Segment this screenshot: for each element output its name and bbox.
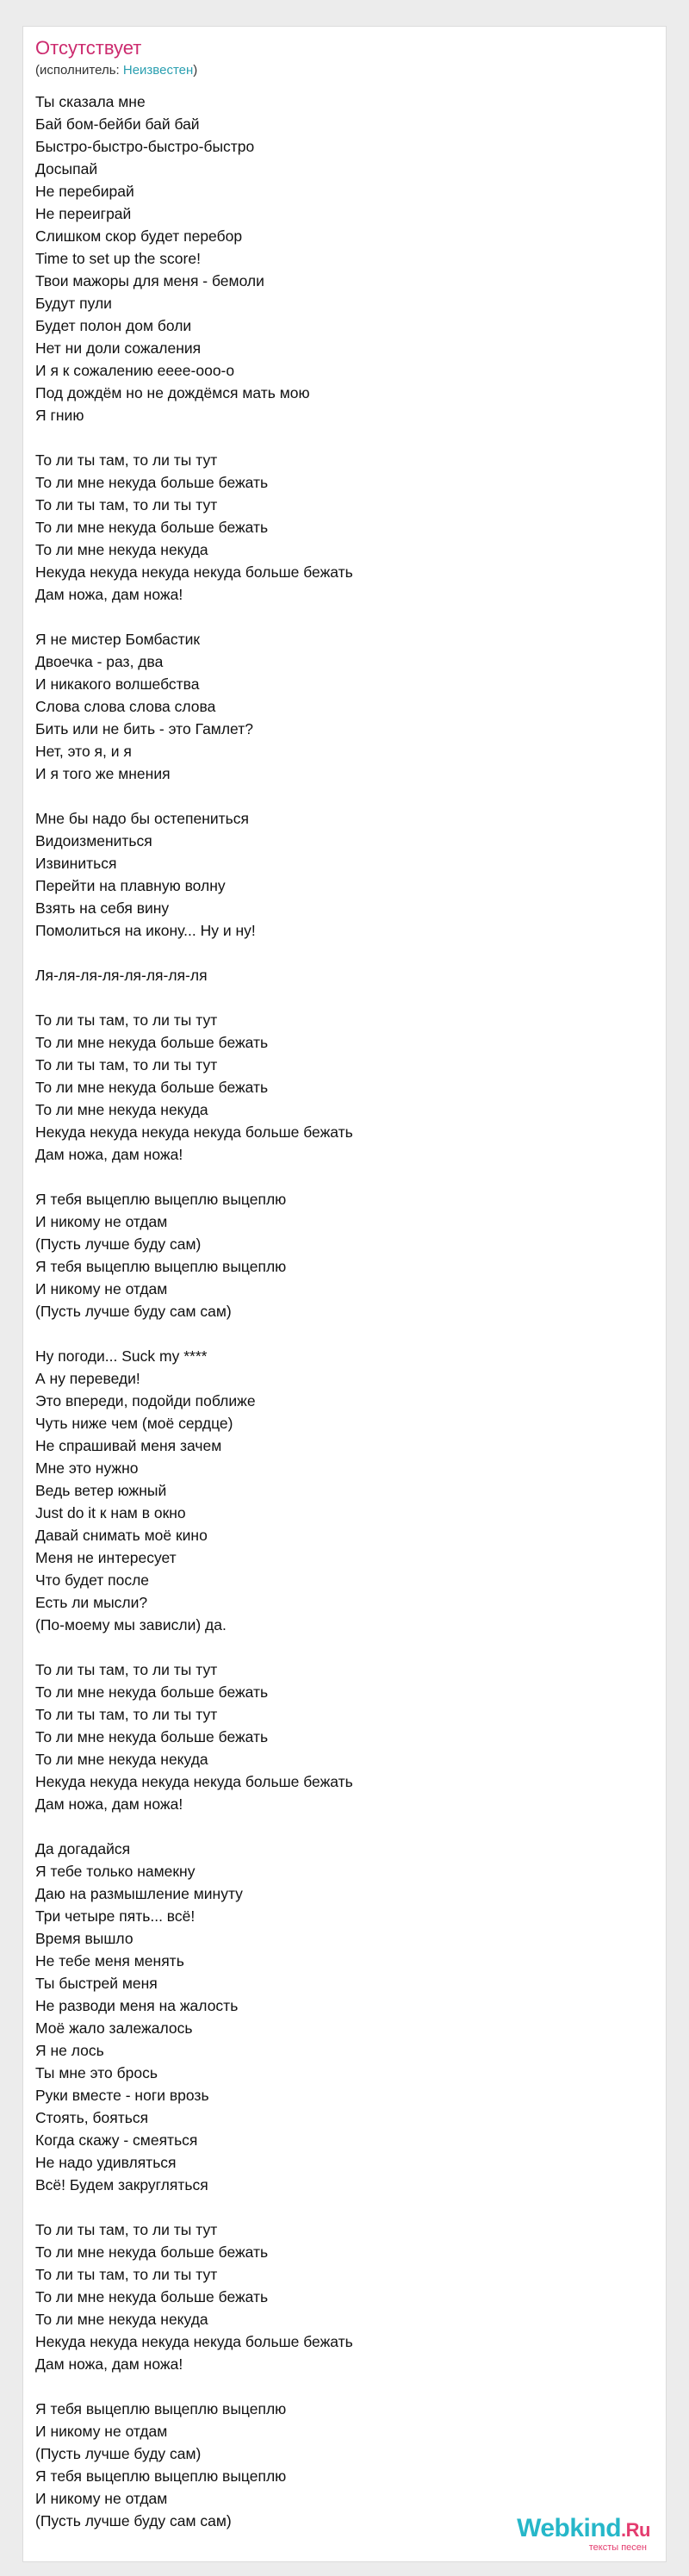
lyric-line: Я не лось (35, 2042, 104, 2059)
lyric-line: Не перебирай (35, 183, 134, 200)
lyric-line: То ли мне некуда некуда (35, 2311, 208, 2328)
stanza (35, 2398, 638, 2532)
lyric-line: Дам ножа, дам ножа! (35, 2355, 183, 2373)
lyric-line: Ты мне это брось (35, 2064, 158, 2081)
lyric-line: И никакого волшебства (35, 675, 200, 693)
lyric-line: То ли ты там, то ли ты тут (35, 1661, 218, 1678)
stanza (35, 1658, 638, 1815)
lyric-line: То ли мне некуда больше бежать (35, 2288, 269, 2305)
lyric-line: И никому не отдам (35, 1280, 168, 1297)
lyric-line: То ли ты там, то ли ты тут (35, 451, 218, 469)
stanza (35, 1009, 638, 1166)
stanza (35, 449, 638, 606)
lyric-line: (Пусть лучше буду сам сам) (35, 2512, 232, 2529)
lyric-line: И никому не отдам (35, 2423, 168, 2440)
performer-suffix: ) (193, 63, 198, 78)
lyric-line: Нет, это я, и я (35, 743, 132, 760)
song-title: Отсутствует (35, 37, 142, 59)
lyric-line: Три четыре пять... всё! (35, 1907, 196, 1925)
lyric-line: Нет ни доли сожаления (35, 339, 202, 357)
lyric-line: То ли мне некуда больше бежать (35, 1728, 269, 1745)
lyric-line: Когда скажу - смеяться (35, 2131, 198, 2149)
lyric-line: Руки вместе - ноги врозь (35, 2087, 209, 2104)
lyric-line: Ну погоди... Suck my **** (35, 1347, 208, 1365)
lyric-line: Твои мажоры для меня - бемоли (35, 272, 264, 289)
logo-main-text: Webkind (517, 2514, 622, 2542)
lyric-line: (Пусть лучше буду сам) (35, 2445, 202, 2462)
site-logo[interactable] (517, 2515, 650, 2553)
stanza (35, 1345, 638, 1636)
lyric-line: Я тебя выцеплю выцеплю выцеплю (35, 1191, 287, 1208)
lyric-line: Дам ножа, дам ножа! (35, 1146, 183, 1163)
lyric-line: Что будет после (35, 1571, 150, 1589)
lyric-line: И никому не отдам (35, 2490, 168, 2507)
lyric-line: И никому не отдам (35, 1213, 168, 1230)
lyric-line: Будут пули (35, 295, 112, 312)
logo-tld: Ru (625, 2519, 650, 2541)
lyric-line: Дам ножа, дам ножа! (35, 586, 183, 603)
stanza (35, 2218, 638, 2375)
lyric-line: Just do it к нам в окно (35, 1504, 186, 1521)
lyric-line: Не тебе меня менять (35, 1952, 184, 1969)
performer-link[interactable]: Неизвестен (122, 63, 194, 78)
lyric-line: То ли мне некуда больше бежать (35, 1683, 269, 1701)
stanza (35, 807, 638, 942)
lyric-line: Досыпай (35, 160, 98, 177)
lyric-line: Слова слова слова слова (35, 698, 216, 715)
performer-prefix: (исполнитель: (35, 63, 123, 78)
lyric-line: Ты быстрей меня (35, 1975, 158, 1992)
lyric-line: Даю на размышление минуту (35, 1885, 243, 1902)
stanza (35, 1838, 638, 2196)
lyric-line: Некуда некуда некуда некуда больше бежать (35, 1123, 353, 1141)
lyric-line: Будет полон дом боли (35, 317, 192, 334)
lyric-line: То ли ты там, то ли ты тут (35, 2266, 218, 2283)
lyric-line: То ли мне некуда больше бежать (35, 474, 269, 491)
lyric-line: Мне это нужно (35, 1459, 139, 1477)
logo-dot: . (621, 2519, 626, 2541)
lyric-line: Под дождём но не дождёмся мать мою (35, 384, 310, 401)
lyric-line: И я к сожалению ееее-ооо-о (35, 362, 235, 379)
stanza (35, 1188, 638, 1322)
lyric-line: (Пусть лучше буду сам сам) (35, 1303, 232, 1320)
lyric-line: Некуда некуда некуда некуда больше бежать (35, 563, 353, 581)
lyric-line: Time to set up the score! (35, 250, 201, 267)
performer-line (35, 63, 197, 78)
lyric-line: Всё! Будем закругляться (35, 2176, 208, 2193)
lyric-line: То ли ты там, то ли ты тут (35, 1056, 218, 1073)
lyric-line: Бай бом-бейби бай бай (35, 115, 200, 133)
lyric-line: Взять на себя вину (35, 899, 170, 917)
lyric-line: Не надо удивляться (35, 2154, 177, 2171)
lyric-line: То ли мне некуда некуда (35, 1101, 208, 1118)
logo-wordmark (517, 2515, 650, 2544)
lyric-line: Бить или не бить - это Гамлет? (35, 720, 253, 737)
lyric-line: То ли мне некуда больше бежать (35, 1079, 269, 1096)
lyric-line: Не спрашивай меня зачем (35, 1437, 222, 1454)
lyric-line: Помолиться на икону... Ну и ну! (35, 922, 256, 939)
lyric-line: Извиниться (35, 855, 117, 872)
lyric-line: То ли мне некуда больше бежать (35, 2243, 269, 2261)
lyric-line: Двоечка - раз, два (35, 653, 164, 670)
lyric-line: Я тебя выцеплю выцеплю выцеплю (35, 2467, 287, 2485)
lyric-line: Я гнию (35, 407, 84, 424)
logo-subtitle: тексты песен (588, 2542, 647, 2553)
lyric-line: Не разводи меня на жалость (35, 1997, 239, 2014)
lyric-line: Я не мистер Бомбастик (35, 631, 201, 648)
lyric-line: То ли ты там, то ли ты тут (35, 2221, 218, 2238)
lyric-line: (Пусть лучше буду сам) (35, 1235, 202, 1253)
lyric-line: Я тебе только намекну (35, 1863, 196, 1880)
lyric-line: Некуда некуда некуда некуда больше бежать (35, 2333, 353, 2350)
lyric-line: (По-моему мы зависли) да. (35, 1616, 227, 1633)
lyric-line: То ли мне некуда некуда (35, 1751, 208, 1768)
lyric-line: Слишком скор будет перебор (35, 227, 243, 245)
lyric-line: Есть ли мысли? (35, 1594, 148, 1611)
lyric-line: Я тебя выцеплю выцеплю выцеплю (35, 1258, 287, 1275)
stanza (35, 628, 638, 785)
lyric-line: Быстро-быстро-быстро-быстро (35, 138, 255, 155)
lyric-line: Ты сказала мне (35, 93, 146, 110)
lyric-line: Не переиграй (35, 205, 132, 222)
lyric-line: Моё жало залежалось (35, 2019, 193, 2037)
lyric-line: Это впереди, подойди поближе (35, 1392, 256, 1409)
lyric-line: Время вышло (35, 1930, 133, 1947)
lyric-line: А ну переведи! (35, 1370, 140, 1387)
lyric-line: Дам ножа, дам ножа! (35, 1795, 183, 1813)
lyric-line: Ведь ветер южный (35, 1482, 167, 1499)
lyric-line: То ли ты там, то ли ты тут (35, 1011, 218, 1029)
lyric-line: Я тебя выцеплю выцеплю выцеплю (35, 2400, 287, 2417)
lyric-line: То ли мне некуда некуда (35, 541, 208, 558)
lyric-line: Некуда некуда некуда некуда больше бежать (35, 1773, 353, 1790)
lyric-line: Да догадайся (35, 1840, 131, 1857)
lyric-line: И я того же мнения (35, 765, 171, 782)
lyric-line: То ли ты там, то ли ты тут (35, 496, 218, 513)
lyric-line: Мне бы надо бы остепениться (35, 810, 250, 827)
lyric-line: Стоять, бояться (35, 2109, 149, 2126)
lyrics-card (22, 26, 667, 2562)
stanza (35, 964, 638, 986)
lyric-line: Ля-ля-ля-ля-ля-ля-ля-ля (35, 967, 208, 984)
lyric-line: Видоизмениться (35, 832, 152, 849)
lyric-line: То ли мне некуда больше бежать (35, 1034, 269, 1051)
lyric-line: То ли мне некуда больше бежать (35, 519, 269, 536)
lyrics-body (35, 90, 638, 2554)
lyric-line: То ли ты там, то ли ты тут (35, 1706, 218, 1723)
lyric-line: Чуть ниже чем (моё сердце) (35, 1415, 233, 1432)
lyric-line: Давай снимать моё кино (35, 1527, 208, 1544)
lyric-line: Перейти на плавную волну (35, 877, 226, 894)
stanza (35, 90, 638, 426)
lyric-line: Меня не интересует (35, 1549, 177, 1566)
